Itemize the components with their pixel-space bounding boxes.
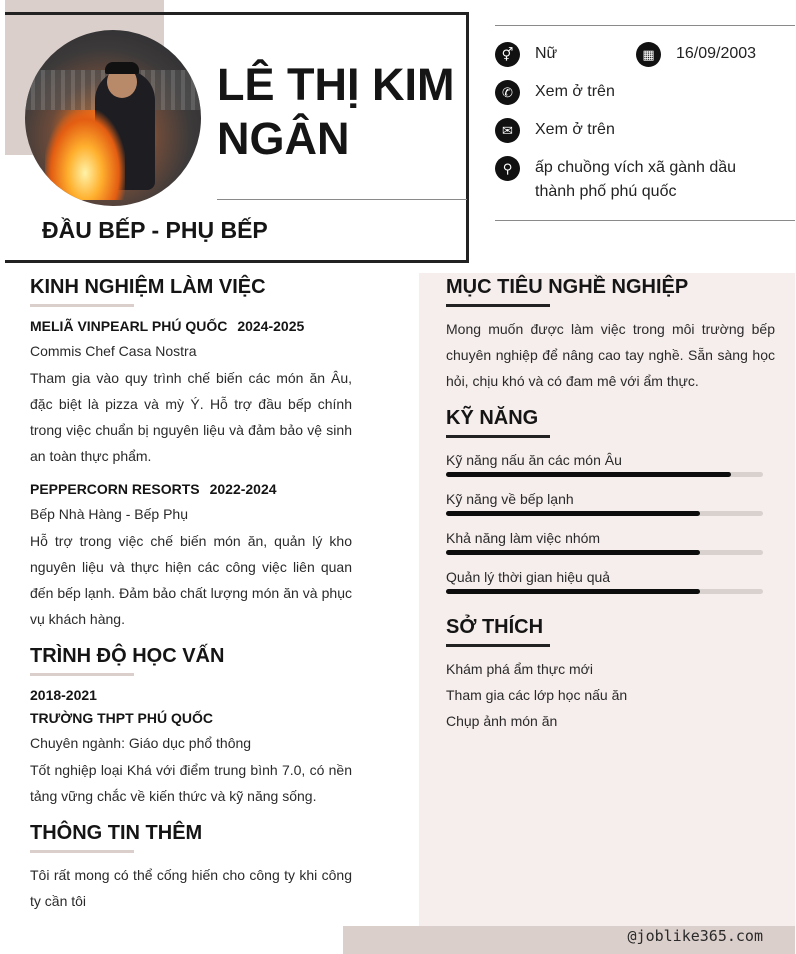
- skill-2-track: [446, 511, 763, 516]
- calendar-icon: ▦: [636, 42, 661, 67]
- candidate-name: LÊ THỊ KIM NGÂN: [217, 59, 455, 164]
- footer-website: @joblike365.com: [627, 927, 763, 945]
- skill-4-label: Quản lý thời gian hiệu quả: [446, 569, 611, 585]
- skills-title: KỸ NĂNG: [446, 407, 539, 429]
- skill-3-fill: [446, 550, 700, 555]
- job-title: ĐẦU BẾP - PHỤ BẾP: [42, 217, 268, 243]
- phone-value: Xem ở trên: [535, 83, 615, 100]
- skill-3-label: Khả năng làm việc nhóm: [446, 530, 601, 546]
- experience-1-desc: Tham gia vào quy trình chế biến các món ăn Âu, đặc biệt là pizza và mỳ Ý. Hỗ trợ đầu bếp chính trong việc chuẩn bị nguyên liệu và đảm bảo vệ sinh an toàn thực phẩm.: [30, 370, 352, 464]
- extra-underline: [30, 850, 134, 853]
- skill-3-track: [446, 550, 763, 555]
- company-1-name: MELIÃ VINPEARL PHÚ QUỐC: [30, 318, 228, 334]
- address-value: [535, 156, 736, 204]
- skill-4: [446, 569, 763, 594]
- company-2-name: PEPPERCORN RESORTS: [30, 481, 200, 497]
- experience-underline: [30, 304, 134, 307]
- location-icon: ⚲: [495, 156, 520, 181]
- email-value: Xem ở trên: [535, 121, 615, 138]
- role-2: Bếp Nhà Hàng - Bếp Phụ: [30, 506, 188, 522]
- skill-4-track: [446, 589, 763, 594]
- skill-4-fill: [446, 589, 700, 594]
- hobbies-title: SỞ THÍCH: [446, 616, 544, 638]
- skill-1-fill: [446, 472, 731, 477]
- role-1: Commis Chef Casa Nostra: [30, 343, 197, 359]
- phone-icon: ✆: [495, 80, 520, 105]
- education-underline: [30, 673, 134, 676]
- education-period: 2018-2021: [30, 687, 97, 703]
- skill-2: [446, 491, 763, 516]
- school-name: TRƯỜNG THPT PHÚ QUỐC: [30, 710, 213, 726]
- skill-1-label: Kỹ năng nấu ăn các món Âu: [446, 452, 622, 468]
- education-title: TRÌNH ĐỘ HỌC VẤN: [30, 645, 225, 667]
- gender-icon: ⚥: [495, 42, 520, 67]
- company-2-period: 2022-2024: [209, 481, 277, 497]
- extra-desc: Tôi rất mong có thể cống hiến cho công ty khi công ty cần tôi: [30, 867, 352, 909]
- objective-title: MỤC TIÊU NGHỀ NGHIỆP: [446, 276, 689, 298]
- address-row: [495, 156, 736, 204]
- email-icon: ✉: [495, 118, 520, 143]
- gender-row: [495, 42, 557, 67]
- experience-title: KINH NGHIỆM LÀM VIỆC: [30, 276, 266, 298]
- company-1-period: 2024-2025: [237, 318, 305, 334]
- skill-2-label: Kỹ năng về bếp lạnh: [446, 491, 574, 507]
- address-line-1: ấp chuồng vích xã gành dầu: [535, 159, 737, 176]
- email-row: [495, 118, 615, 143]
- experience-2-desc: Hỗ trợ trong việc chế biến món ăn, quản lý kho nguyên liệu và thực hiện các công việc liên quan đến bếp lạnh. Đảm bảo chất lượng món ăn và phục vụ khách hàng.: [30, 533, 352, 627]
- skill-1-track: [446, 472, 763, 477]
- hobby-1: Khám phá ẩm thực mới: [446, 661, 593, 677]
- company-1: [30, 318, 304, 334]
- address-line-2: thành phố phú quốc: [535, 183, 677, 200]
- objective-underline: [446, 304, 550, 307]
- extra-title: THÔNG TIN THÊM: [30, 822, 203, 844]
- hobby-3: Chụp ảnh món ăn: [446, 713, 558, 729]
- education-desc: Tốt nghiệp loại Khá với điểm trung bình 7.0, có nền tảng vững chắc về kiến thức và kỹ năng sống.: [30, 762, 352, 804]
- skills-underline: [446, 435, 550, 438]
- contact-info: [495, 25, 795, 221]
- hobbies-underline: [446, 644, 550, 647]
- hobby-2: Tham gia các lớp học nấu ăn: [446, 687, 628, 703]
- phone-row: [495, 80, 615, 105]
- education-major: Chuyên ngành: Giáo dục phổ thông: [30, 735, 252, 751]
- company-2: [30, 481, 277, 497]
- gender-value: Nữ: [535, 45, 558, 62]
- skill-3: [446, 530, 763, 555]
- objective-desc: Mong muốn được làm việc trong môi trường bếp chuyên nghiệp để nâng cao tay nghề. Sẵn sàng học hỏi, chịu khó và có đam mê với ẩm thực.: [446, 321, 775, 389]
- birthdate-value: 16/09/2003: [676, 45, 757, 62]
- skill-2-fill: [446, 511, 700, 516]
- profile-photo: [25, 30, 201, 206]
- skill-1: [446, 452, 763, 477]
- birthdate-row: [636, 42, 756, 67]
- header-divider: [217, 199, 467, 200]
